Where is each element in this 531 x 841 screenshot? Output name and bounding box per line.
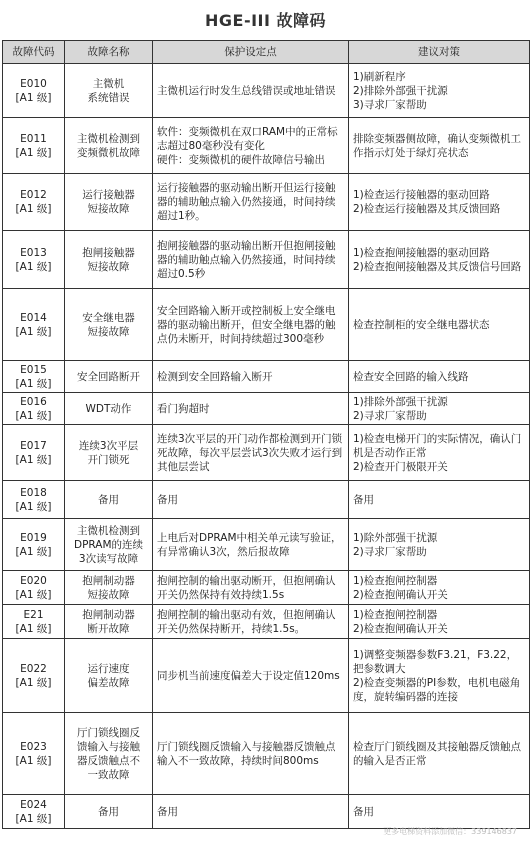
fault-name-cell-line: 主微机 [92,77,125,90]
fault-code-cell-line: [A1 级] [15,91,52,104]
suggested-action-cell [349,713,530,795]
suggested-action-cell [349,639,530,713]
table-row [3,393,530,425]
protection-setpoint-cell: 连续3次平层的开门动作都检测到开门锁死故障，每次平层尝试3次失败才运行到其他层尝试 [153,425,349,481]
fault-name-cell-line: 器反馈触点不 [77,754,140,767]
fault-name-cell-line: 备用 [98,493,119,506]
fault-name-cell-line: 短接故障 [87,325,130,338]
table-header-row [3,41,530,64]
fault-code-cell-line: E022 [20,662,47,675]
fault-code-cell-line: [A1 级] [15,676,52,689]
fault-code-cell-line: [A1 级] [15,260,52,273]
protection-setpoint-cell: 备用 [153,795,349,829]
fault-name-cell-line: WDT动作 [85,402,132,415]
fault-code-cell-line: E21 [23,608,44,621]
suggested-action-cell-line: 1)刷新程序 [353,70,406,83]
fault-code-cell-line: E024 [20,798,47,811]
suggested-action-cell [349,571,530,605]
fault-code-cell-line: [A1 级] [15,203,52,215]
table-row [3,231,530,289]
fault-code-cell-line: E018 [20,486,47,499]
fault-name-cell-line: 安全回路断开 [77,370,140,383]
watermark: 更多电梯资料添加微信：339146837 [383,827,517,836]
fault-code-cell-line: E011 [20,132,47,145]
suggested-action-cell [349,795,530,829]
suggested-action-cell-line: 检查安全回路的输入线路 [353,370,469,383]
suggested-action-cell-line: 2)检查开门极限开关 [353,460,448,473]
table-row [3,174,530,231]
fault-name-cell-line: 连续3次平层 [78,439,139,452]
fault-code-cell-line: [A1 级] [15,453,52,466]
fault-name-cell [65,361,153,393]
fault-name-cell-line: 3次读写故障 [78,552,139,565]
suggested-action-cell [349,605,530,639]
fault-code-cell-line: [A1 级] [15,545,52,558]
header-suggested-action: 建议对策 [349,41,530,64]
table-row [3,481,530,519]
protection-setpoint-cell: 抱闸控制的输出驱动有效，但抱闸确认开关仍然保持断开，持续1.5s。 [153,605,349,639]
suggested-action-cell-line: 2)检查抱闸接触器及其反馈信号回路 [353,260,522,273]
fault-code-cell [3,795,65,829]
fault-code-cell [3,289,65,361]
fault-code-cell-line: [A1 级] [15,325,52,338]
table-row [3,605,530,639]
suggested-action-cell-line: 检查厅门锁线圈及其接触器反馈触点的输入是否正常 [353,740,521,767]
fault-name-cell [65,713,153,795]
fault-code-cell-line: [A1 级] [15,754,52,767]
protection-setpoint-cell: 安全回路输入断开或控制板上安全继电器的驱动输出断开，但安全继电器的触点仍未断开，时间持续超过300毫秒 [153,289,349,361]
fault-code-cell-line: [A1 级] [15,377,52,390]
protection-setpoint-cell: 抱闸接触器的驱动输出断开但抱闸接触器的辅助触点输入仍然接通，时间持续超过0.5秒 [153,231,349,289]
fault-code-cell-line: E017 [20,439,47,452]
suggested-action-cell [349,425,530,481]
protection-setpoint-cell: 厅门锁线圈反馈输入与接触器反馈触点输入不一致故障，持续时间800ms [153,713,349,795]
fault-name-cell-line: 系统错误 [87,91,130,104]
protection-setpoint-cell: 同步机当前速度偏差大于设定值120ms [153,639,349,713]
table-row [3,713,530,795]
fault-code-cell-line: E020 [20,574,47,587]
fault-code-cell [3,481,65,519]
fault-name-cell-line: 备用 [98,805,119,818]
suggested-action-cell [349,231,530,289]
suggested-action-cell-line: 2)寻求厂家帮助 [353,409,427,422]
header-fault-code: 故障代码 [3,41,65,64]
fault-code-cell [3,605,65,639]
table-row [3,118,530,174]
fault-name-cell [65,231,153,289]
suggested-action-cell-line: 备用 [353,493,374,506]
fault-name-cell-line: 抱闸制动器 [82,574,135,587]
suggested-action-cell-line: 1)除外部强干扰源 [353,531,438,544]
fault-name-cell-line: 运行速度 [87,662,130,675]
fault-name-cell [65,481,153,519]
fault-name-cell-line: 短接故障 [87,203,130,215]
fault-code-cell [3,639,65,713]
fault-code-cell [3,713,65,795]
protection-setpoint-cell: 看门狗超时 [153,393,349,425]
table-row [3,64,530,118]
protection-setpoint-cell: 检测到安全回路输入断开 [153,361,349,393]
suggested-action-cell-line: 排除变频器侧故障，确认变频微机工作指示灯处于绿灯亮状态 [353,132,521,159]
fault-code-cell [3,361,65,393]
suggested-action-cell [349,64,530,118]
suggested-action-cell-line: 1)调整变频器参数F3.21，F3.22，把参数调大 [353,648,518,675]
protection-setpoint-cell: 备用 [153,481,349,519]
fault-name-cell-line: 馈输入与接触 [77,740,140,753]
fault-name-cell-line: 偏差故障 [87,676,130,689]
fault-name-cell-line: 抱闸制动器 [82,608,135,621]
fault-name-cell-line: 运行接触器 [82,189,135,201]
fault-code-cell-line: [A1 级] [15,622,52,635]
fault-name-cell [65,425,153,481]
protection-setpoint-cell: 运行接触器的驱动输出断开但运行接触器的辅助触点输入仍然接通，时间持续超过1秒。 [153,174,349,231]
fault-code-table [2,40,530,829]
fault-code-cell [3,118,65,174]
suggested-action-cell-line: 1)排除外部强干扰源 [353,395,448,408]
fault-name-cell-line: 短接故障 [87,588,130,601]
fault-code-cell [3,174,65,231]
suggested-action-cell-line: 2)检查抱闸确认开关 [353,622,448,635]
fault-name-cell [65,64,153,118]
suggested-action-cell-line: 2)检查变频器的PI参数，电机电磁角度，旋转编码器的连接 [353,676,521,703]
fault-name-cell-line: 厅门锁线圈反 [77,726,140,739]
fault-code-cell-line: E019 [20,531,47,544]
fault-name-cell-line: 抱闸接触器 [82,246,135,259]
suggested-action-cell [349,361,530,393]
fault-code-cell [3,64,65,118]
fault-name-cell-line: 短接故障 [87,260,130,273]
fault-name-cell-line: 主微机检测到 [77,524,140,537]
fault-code-cell-line: [A1 级] [15,588,52,601]
protection-setpoint-cell: 主微机运行时发生总线错误或地址错误 [153,64,349,118]
fault-name-cell-line: 一致故障 [87,768,130,781]
fault-code-cell [3,571,65,605]
fault-name-cell-line: 变频微机故障 [77,146,140,159]
fault-name-cell [65,289,153,361]
fault-name-cell [65,519,153,571]
protection-setpoint-cell: 抱闸控制的输出驱动断开，但抱闸确认开关仍然保持有效持续1.5s [153,571,349,605]
table-row [3,795,530,829]
suggested-action-cell-line: 1)检查运行接触器的驱动回路 [353,189,490,201]
fault-code-cell [3,393,65,425]
suggested-action-cell [349,393,530,425]
suggested-action-cell-line: 2)寻求厂家帮助 [353,545,427,558]
suggested-action-cell [349,118,530,174]
fault-name-cell-line: 主微机检测到 [77,132,140,145]
fault-name-cell-line: DPRAM的连续 [73,538,144,551]
fault-name-cell-line: 开门锁死 [87,453,130,466]
fault-code-cell-line: E010 [20,77,47,90]
suggested-action-cell-line: 1)检查抱闸控制器 [353,608,438,621]
header-protection-setpoint: 保护设定点 [153,41,349,64]
table-row [3,361,530,393]
fault-name-cell [65,605,153,639]
fault-code-cell [3,425,65,481]
protection-setpoint-cell: 上电后对DPRAM中相关单元读写验证，有异常确认3次，然后报故障 [153,519,349,571]
suggested-action-cell-line: 1)检查抱闸控制器 [353,574,438,587]
fault-code-cell-line: E015 [20,363,47,376]
table-row [3,571,530,605]
fault-code-cell-line: [A1 级] [15,812,52,825]
suggested-action-cell [349,481,530,519]
suggested-action-cell-line: 2)排除外部强干扰源 [353,84,448,97]
protection-setpoint-cell: 软件：变频微机在双口RAM中的正常标志超过80毫秒没有变化 硬件：变频微机的硬件故障信号输出 [153,118,349,174]
suggested-action-cell-line: 2)检查运行接触器及其反馈回路 [353,203,501,215]
fault-code-cell-line: E016 [20,395,47,408]
fault-name-cell-line: 断开故障 [87,622,130,635]
fault-name-cell [65,795,153,829]
fault-code-cell-line: [A1 级] [15,146,52,159]
suggested-action-cell-line: 检查控制柜的安全继电器状态 [353,318,490,331]
fault-name-cell-line: 安全继电器 [82,311,135,324]
suggested-action-cell [349,519,530,571]
suggested-action-cell-line: 备用 [353,805,374,818]
fault-code-cell-line: E012 [20,189,47,201]
page-title: HGE-III 故障码 [204,11,327,30]
fault-code-cell-line: [A1 级] [15,409,52,422]
fault-code-cell-line: [A1 级] [15,500,52,513]
fault-name-cell [65,174,153,231]
fault-name-cell [65,393,153,425]
fault-code-cell-line: E013 [20,246,47,259]
suggested-action-cell-line: 3)寻求厂家帮助 [353,98,427,111]
table-row [3,519,530,571]
fault-code-cell [3,231,65,289]
suggested-action-cell [349,174,530,231]
fault-code-cell-line: E014 [20,311,47,324]
suggested-action-cell-line: 1)检查抱闸接触器的驱动回路 [353,246,490,259]
suggested-action-cell-line: 1)检查电梯开门的实际情况，确认门机是否动作正常 [353,432,522,459]
suggested-action-cell-line: 2)检查抱闸确认开关 [353,588,448,601]
table-row [3,289,530,361]
fault-name-cell [65,118,153,174]
fault-code-cell-line: E023 [20,740,47,753]
table-row [3,639,530,713]
fault-code-cell [3,519,65,571]
header-fault-name: 故障名称 [65,41,153,64]
table-row [3,425,530,481]
suggested-action-cell [349,289,530,361]
fault-name-cell [65,571,153,605]
table-body [3,64,530,829]
fault-name-cell [65,639,153,713]
